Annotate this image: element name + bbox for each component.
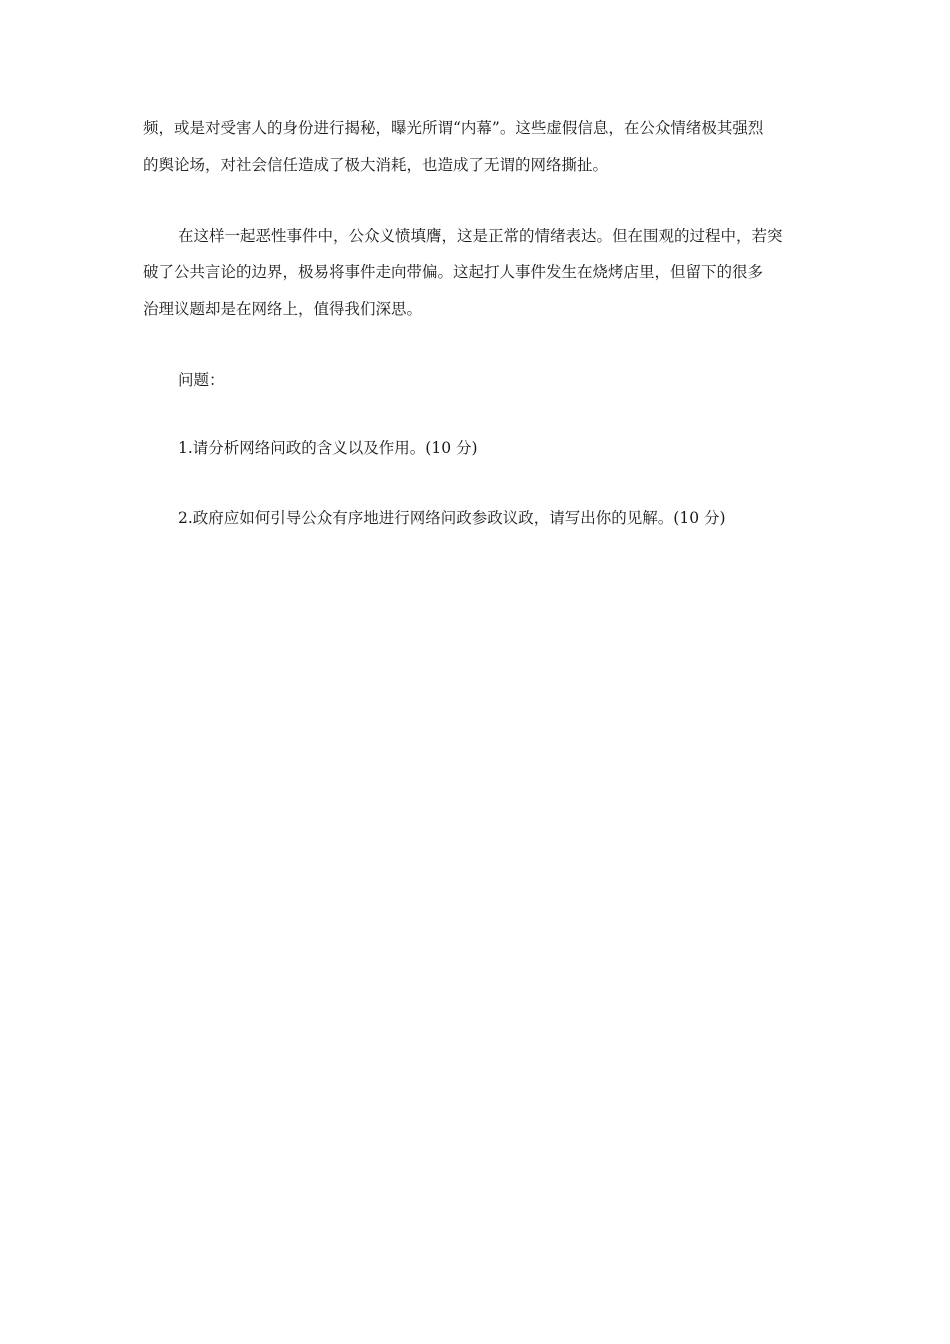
paragraph-2-line-3: 治理议题却是在网络上，值得我们深思。 [143, 300, 423, 318]
questions-heading: 问题： [178, 371, 225, 389]
paragraph-1-line-2: 的舆论场，对社会信任造成了极大消耗，也造成了无谓的网络撕扯。 [143, 156, 609, 174]
question-2: 2.政府应如何引导公众有序地进行网络问政参政议政，请写出你的见解。(10 分) [178, 509, 726, 527]
paragraph-1-line-1: 频，或是对受害人的身份进行揭秘，曝光所谓“内幕”。这些虚假信息，在公众情绪极其强烈 [143, 119, 764, 137]
paragraph-2-line-1: 在这样一起恶性事件中，公众义愤填膺，这是正常的情绪表达。但在围观的过程中，若突 [178, 227, 783, 245]
paragraph-2-line-2: 破了公共言论的边界，极易将事件走向带偏。这起打人事件发生在烧烤店里，但留下的很多 [143, 263, 764, 281]
question-1: 1.请分析网络问政的含义以及作用。(10 分) [178, 439, 478, 457]
